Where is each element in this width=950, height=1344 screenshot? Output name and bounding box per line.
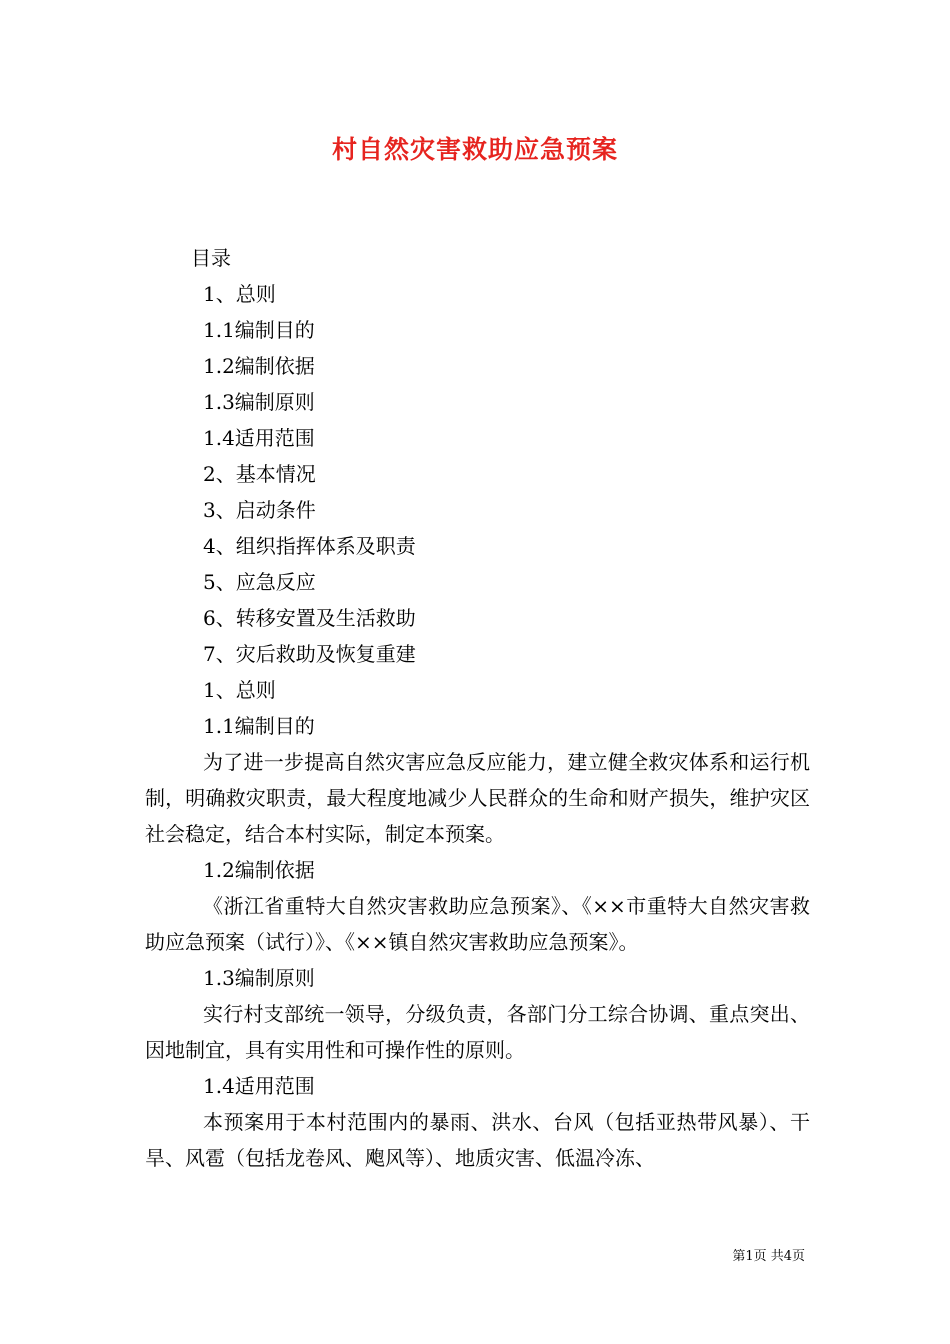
section-paragraph: 本预案用于本村范围内的暴雨、洪水、台风（包括亚热带风暴）、干旱、风雹（包括龙卷风、飑风等）、地质灾害、低温冷冻、 — [145, 1110, 810, 1170]
toc-item: 4、组织指挥体系及职责 — [203, 534, 416, 558]
toc-item: 1.3编制原则 — [203, 390, 315, 414]
document-body — [145, 240, 810, 1176]
toc-item: 2、基本情况 — [203, 462, 316, 486]
section-heading: 1.1编制目的 — [203, 714, 315, 738]
toc-heading: 目录 — [191, 246, 231, 270]
section-paragraph: 实行村支部统一领导，分级负责，各部门分工综合协调、重点突出、因地制宜，具有实用性和可操作性的原则。 — [145, 1002, 810, 1062]
section-heading: 1.3编制原则 — [203, 966, 315, 990]
page-title: 村自然灾害救助应急预案 — [331, 135, 618, 164]
section-heading: 1、总则 — [203, 678, 276, 702]
toc-item: 7、灾后救助及恢复重建 — [203, 642, 416, 666]
toc-item: 3、启动条件 — [203, 498, 316, 522]
toc-item: 6、转移安置及生活救助 — [203, 606, 416, 630]
section-paragraph: 为了进一步提高自然灾害应急反应能力，建立健全救灾体系和运行机制，明确救灾职责，最大程度地减少人民群众的生命和财产损失，维护灾区社会稳定，结合本村实际，制定本预案。 — [145, 750, 810, 846]
table-of-contents — [145, 276, 810, 672]
toc-item: 1.4适用范围 — [203, 426, 315, 450]
section-paragraph: 《浙江省重特大自然灾害救助应急预案》、《××市重特大自然灾害救助应急预案（试行）》、《××镇自然灾害救助应急预案》。 — [145, 894, 810, 954]
page-number: 第1页 共4页 — [732, 1249, 805, 1264]
toc-item: 1.2编制依据 — [203, 354, 315, 378]
section-heading: 1.2编制依据 — [203, 858, 315, 882]
section-heading: 1.4适用范围 — [203, 1074, 315, 1098]
toc-item: 1、总则 — [203, 282, 276, 306]
toc-item: 1.1编制目的 — [203, 318, 315, 342]
toc-item: 5、应急反应 — [203, 570, 316, 594]
